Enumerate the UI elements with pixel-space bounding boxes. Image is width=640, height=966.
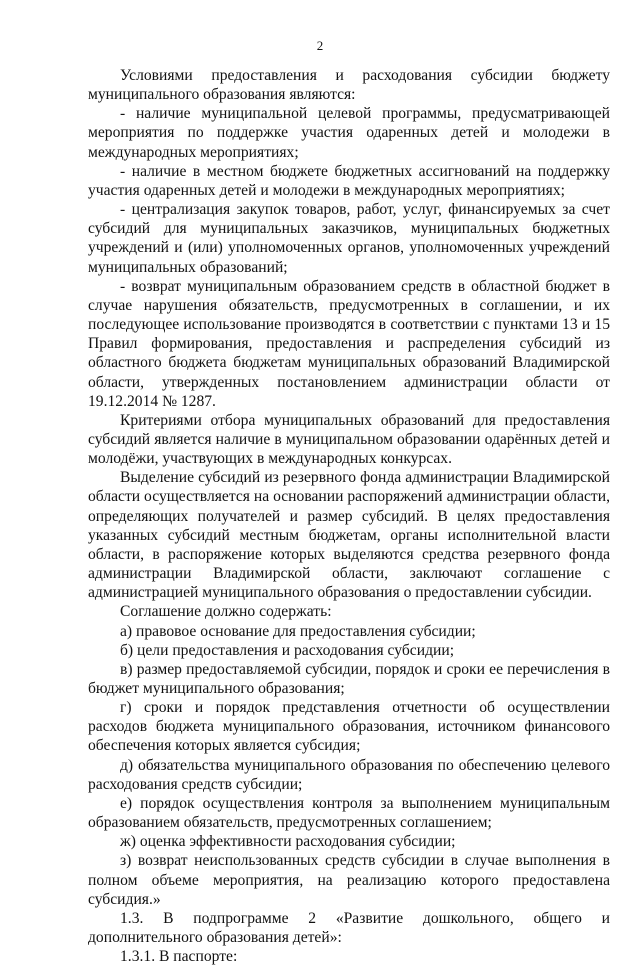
paragraph-selection-criteria: Критериями отбора муниципальных образований для предоставления субсидий является наличие в муниципальном образовании одарённых детей и молодёжи, участвующих в международных конкурсах. — [88, 411, 610, 468]
paragraph-condition-procurement: - централизация закупок товаров, работ, услуг, финансируемых за счет субсидий для муниципальных заказчиков, муниципальных бюджетных учреждений и (или) уполномоченных органов, уполномоченных учреждений муниципальных образований; — [88, 201, 610, 276]
paragraph-condition-program: - наличие муниципальной целевой программы, предусматривающей мероприятия по поддержке участия одаренных детей и молодежи в международных мероприятиях; — [88, 105, 610, 161]
list-item-e: е) порядок осуществления контроля за выполнением муниципальным образованием обязательств, предусмотренных соглашением; — [88, 794, 610, 832]
paragraph-agreement-contents: Соглашение должно содержать: — [120, 603, 332, 621]
paragraph-condition-refund: - возврат муниципальным образованием средств в областной бюджет в случае нарушения обязательств, предусмотренных в соглашении, и их последующее использование производятся в соответствии с пунктами 13 и 15 Правил формирования, предоставления и распределения субсидий из областного бюджета бюджетам муниципальных образований Владимирской области, утвержденных постановлением администрации области от 19.12.2014 № 1287. — [88, 277, 610, 410]
list-item-z: з) возврат неиспользованных средств субсидии в случае выполнения в полном объеме мероприятия, на реализацию которого предоставлена субсидия.» — [88, 852, 610, 908]
list-item-a: а) правовое основание для предоставления субсидии; — [120, 622, 476, 640]
list-item-zh: ж) оценка эффективности расходования субсидии; — [120, 833, 456, 851]
page-number: 2 — [316, 38, 324, 53]
paragraph-reserve-fund: Выделение субсидий из резервного фонда администрации Владимирской области осуществляется на основании распоряжений администрации области, определяющих получателей и размер субсидий. В целях предоставления указанных субсидий местным бюджетам, органы исполнительной власти области, в распоряжение которых выделяются средства резервного фонда администрации Владимирской области, заключают соглашение с администрацией муниципального образования о предоставлении субсидии. — [88, 469, 610, 602]
section-1-3: 1.3. В подпрограмме 2 «Развитие дошкольного, общего и дополнительного образования детей»: — [88, 909, 610, 947]
paragraph-conditions-intro: Условиями предоставления и расходования субсидии бюджету муниципального образования являются: — [88, 67, 610, 104]
paragraph-condition-budget: - наличие в местном бюджете бюджетных ассигнований на поддержку участия одаренных детей и молодежи в международных мероприятиях; — [88, 162, 610, 199]
list-item-b: б) цели предоставления и расходования субсидии; — [120, 641, 455, 659]
document-body — [88, 66, 610, 966]
list-item-d: д) обязательства муниципального образования по обеспечению целевого расходования средств субсидии; — [88, 756, 610, 793]
section-1-3-1: 1.3.1. В паспорте: — [120, 948, 238, 966]
list-item-v: в) размер предоставляемой субсидии, порядок и сроки ее перечисления в бюджет муниципального образования; — [88, 660, 610, 697]
list-item-g: г) сроки и порядок представления отчетности об осуществлении расходов бюджета муниципального образования, источником финансового обеспечения которых является субсидия; — [88, 699, 610, 755]
